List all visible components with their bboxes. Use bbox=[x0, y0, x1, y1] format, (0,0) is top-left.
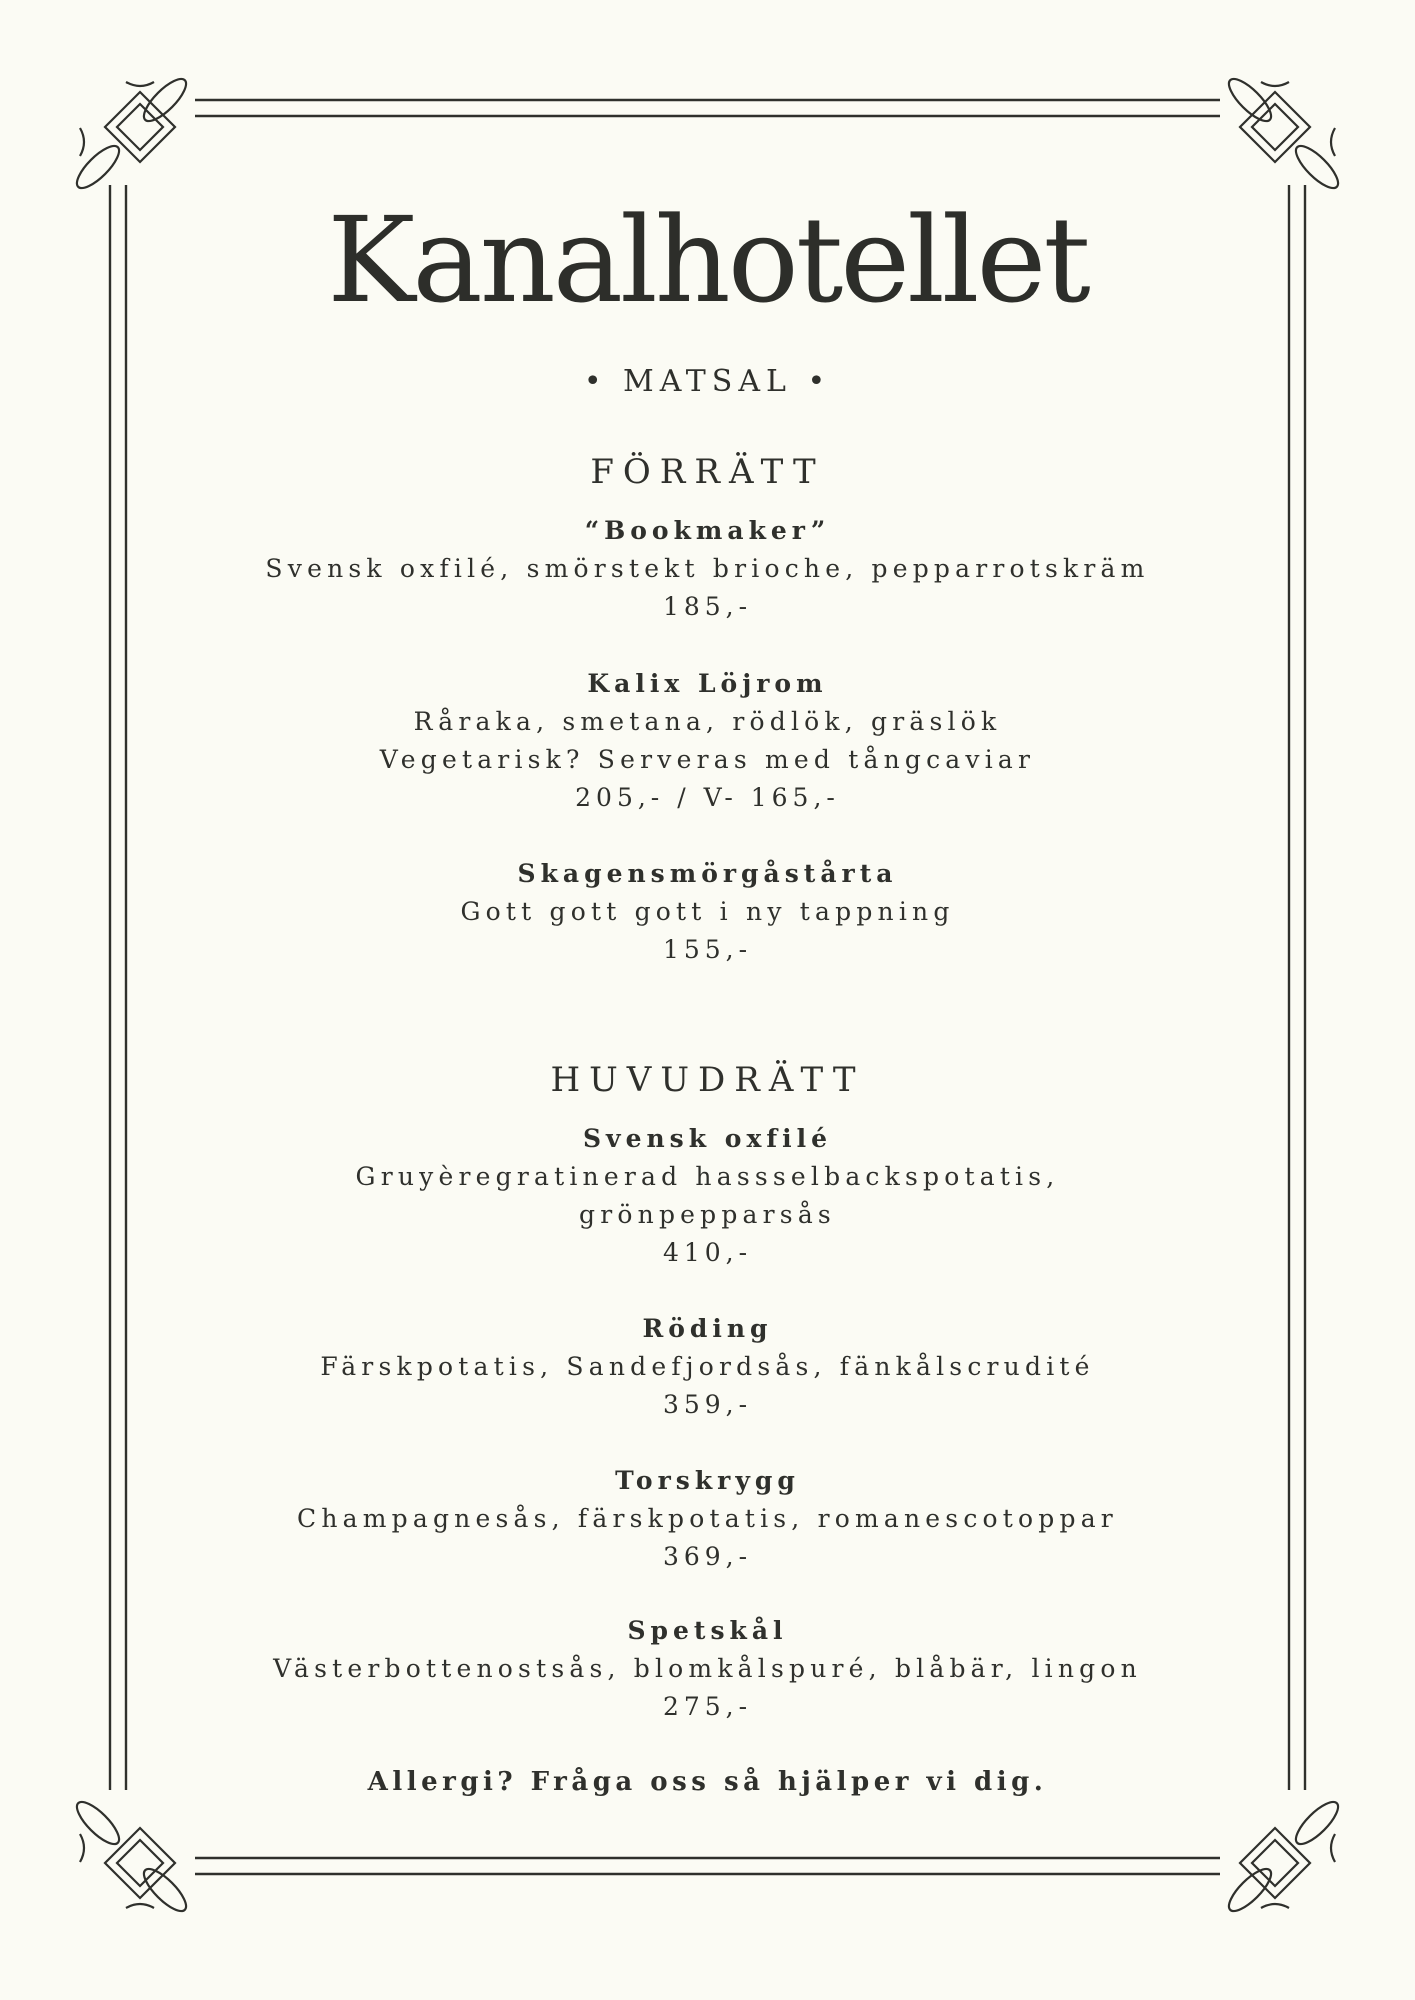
dish-description: Vegetarisk? Serveras med tångcaviar bbox=[379, 745, 1036, 774]
dish-item bbox=[200, 855, 1215, 969]
dish-description: Champagnesås, färskpotatis, romanescotoppar bbox=[297, 1504, 1118, 1533]
allergy-note: Allergi? Fråga oss så hjälper vi dig. bbox=[367, 1767, 1048, 1797]
dish-price: 369,- bbox=[662, 1542, 753, 1571]
corner-ornament-top-right-icon bbox=[1205, 72, 1345, 212]
dish-price: 155,- bbox=[662, 935, 753, 964]
dish-name: Spetskål bbox=[627, 1616, 788, 1645]
dish-name: Torskrygg bbox=[615, 1466, 800, 1495]
dish-name: Kalix Löjrom bbox=[587, 669, 828, 698]
section-heading-huvudratt: HUVUDRÄTT bbox=[550, 1060, 865, 1100]
dish-price: 359,- bbox=[662, 1390, 753, 1419]
dish-name: Svensk oxfilé bbox=[583, 1124, 832, 1153]
corner-ornament-top-left-icon bbox=[70, 72, 210, 212]
dish-description: Gott gott gott i ny tappning bbox=[460, 897, 955, 926]
page-title: Kanalhotellet bbox=[327, 191, 1088, 329]
dish-price: 410,- bbox=[662, 1238, 753, 1267]
dish-name: “Bookmaker” bbox=[584, 516, 831, 545]
dish-name: Röding bbox=[642, 1314, 773, 1343]
dish-item bbox=[200, 665, 1215, 817]
dish-description: Västerbottenostsås, blomkålspuré, blåbär, lingon bbox=[273, 1654, 1142, 1683]
page-subtitle: • MATSAL • bbox=[583, 364, 832, 399]
dish-price: 185,- bbox=[662, 592, 753, 621]
dish-description: grönpepparsås bbox=[579, 1200, 836, 1229]
dish-description: Råraka, smetana, rödlök, gräslök bbox=[413, 707, 1002, 736]
dish-item bbox=[200, 1462, 1215, 1576]
dish-price: 275,- bbox=[662, 1692, 753, 1721]
corner-ornament-bottom-right-icon bbox=[1205, 1778, 1345, 1918]
dish-item bbox=[200, 512, 1215, 626]
dish-name: Skagensmörgåstårta bbox=[517, 859, 898, 888]
corner-ornament-bottom-left-icon bbox=[70, 1778, 210, 1918]
dish-description: Färskpotatis, Sandefjordsås, fänkålscrudité bbox=[320, 1352, 1095, 1381]
dish-description: Gruyèregratinerad hassselbackspotatis, bbox=[355, 1162, 1060, 1191]
dish-description: Svensk oxfilé, smörstekt brioche, pepparrotskräm bbox=[265, 554, 1150, 583]
dish-item bbox=[200, 1612, 1215, 1726]
dish-item bbox=[200, 1310, 1215, 1424]
dish-item bbox=[200, 1120, 1215, 1272]
dish-price: 205,- / V- 165,- bbox=[575, 783, 840, 812]
section-heading-forratt: FÖRRÄTT bbox=[590, 452, 825, 492]
